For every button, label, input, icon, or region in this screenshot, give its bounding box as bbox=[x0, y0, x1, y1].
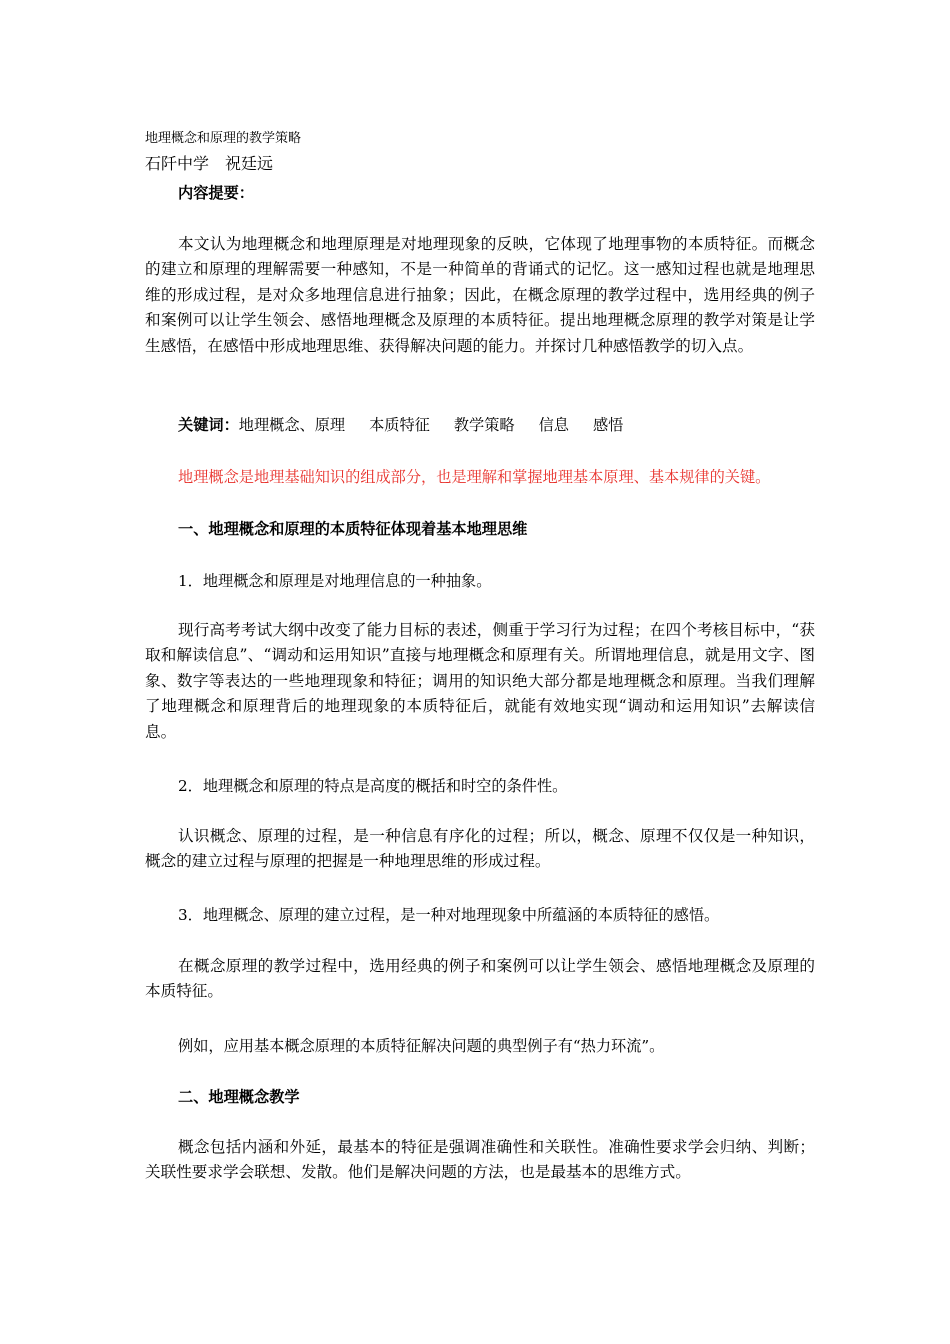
keyword: 信息 bbox=[538, 416, 569, 434]
section1-heading: 一、地理概念和原理的本质特征体现着基本地理思维 bbox=[178, 520, 528, 538]
section2-heading: 二、地理概念教学 bbox=[178, 1088, 300, 1106]
keyword: 感悟 bbox=[592, 416, 624, 434]
abstract-heading: 内容提要： bbox=[178, 184, 254, 202]
keywords-line bbox=[178, 414, 647, 435]
paragraph-3: 在概念原理的教学过程中，选用经典的例子和案例可以让学生领会、感悟地理概念及原理的本质特征。 bbox=[145, 957, 815, 1001]
keyword: 地理概念、原理 bbox=[238, 416, 346, 434]
highlight-sentence: 地理概念是地理基础知识的组成部分，也是理解和掌握地理基本原理、基本规律的关键。 bbox=[178, 468, 771, 486]
keyword: 教学策略 bbox=[453, 416, 515, 434]
document-title: 地理概念和原理的教学策略 bbox=[145, 131, 302, 146]
paragraph-1: 现行高考考试大纲中改变了能力目标的表述，侧重于学习行为过程；在四个考核目标中，“获取和解读信息”、“调动和运用知识”直接与地理概念和原理有关。所谓地理信息，就是用文字、图象、数字等表达的一些地理现象和特征；调用的知识绝大部分都是地理概念和原理。当我们理解了地理概念和原理背后的地理现象的本质特征后，就能有效地实现“调动和运用知识”去解读信息。 bbox=[145, 621, 815, 741]
keywords-label: 关键词： bbox=[178, 416, 239, 434]
point-1: 1．地理概念和原理是对地理信息的一种抽象。 bbox=[178, 572, 492, 590]
example-sentence: 例如，应用基本概念原理的本质特征解决问题的典型例子有“热力环流”。 bbox=[178, 1037, 665, 1055]
abstract-paragraph: 本文认为地理概念和地理原理是对地理现象的反映，它体现了地理事物的本质特征。而概念的建立和原理的理解需要一种感知，不是一种简单的背诵式的记忆。这一感知过程也就是地理思维的形成过程，是对众多地理信息进行抽象；因此，在概念原理的教学过程中，选用经典的例子和案例可以让学生领会、感悟地理概念及原理的本质特征。提出地理概念原理的教学对策是让学生感悟，在感悟中形成地理思维、获得解决问题的能力。并探讨几种感悟教学的切入点。 bbox=[145, 235, 815, 355]
paragraph-4: 概念包括内涵和外延，最基本的特征是强调准确性和关联性。准确性要求学会归纳、判断；关联性要求学会联想、发散。他们是解决问题的方法，也是最基本的思维方式。 bbox=[145, 1138, 815, 1182]
keyword: 本质特征 bbox=[369, 416, 430, 434]
point-3: 3．地理概念、原理的建立过程，是一种对地理现象中所蕴涵的本质特征的感悟。 bbox=[178, 906, 720, 924]
point-2: 2．地理概念和原理的特点是高度的概括和时空的条件性。 bbox=[178, 777, 568, 795]
paragraph-2: 认识概念、原理的过程，是一种信息有序化的过程；所以，概念、原理不仅仅是一种知识，概念的建立过程与原理的把握是一种地理思维的形成过程。 bbox=[145, 827, 815, 871]
author-line: 石阡中学 祝廷远 bbox=[145, 154, 274, 173]
